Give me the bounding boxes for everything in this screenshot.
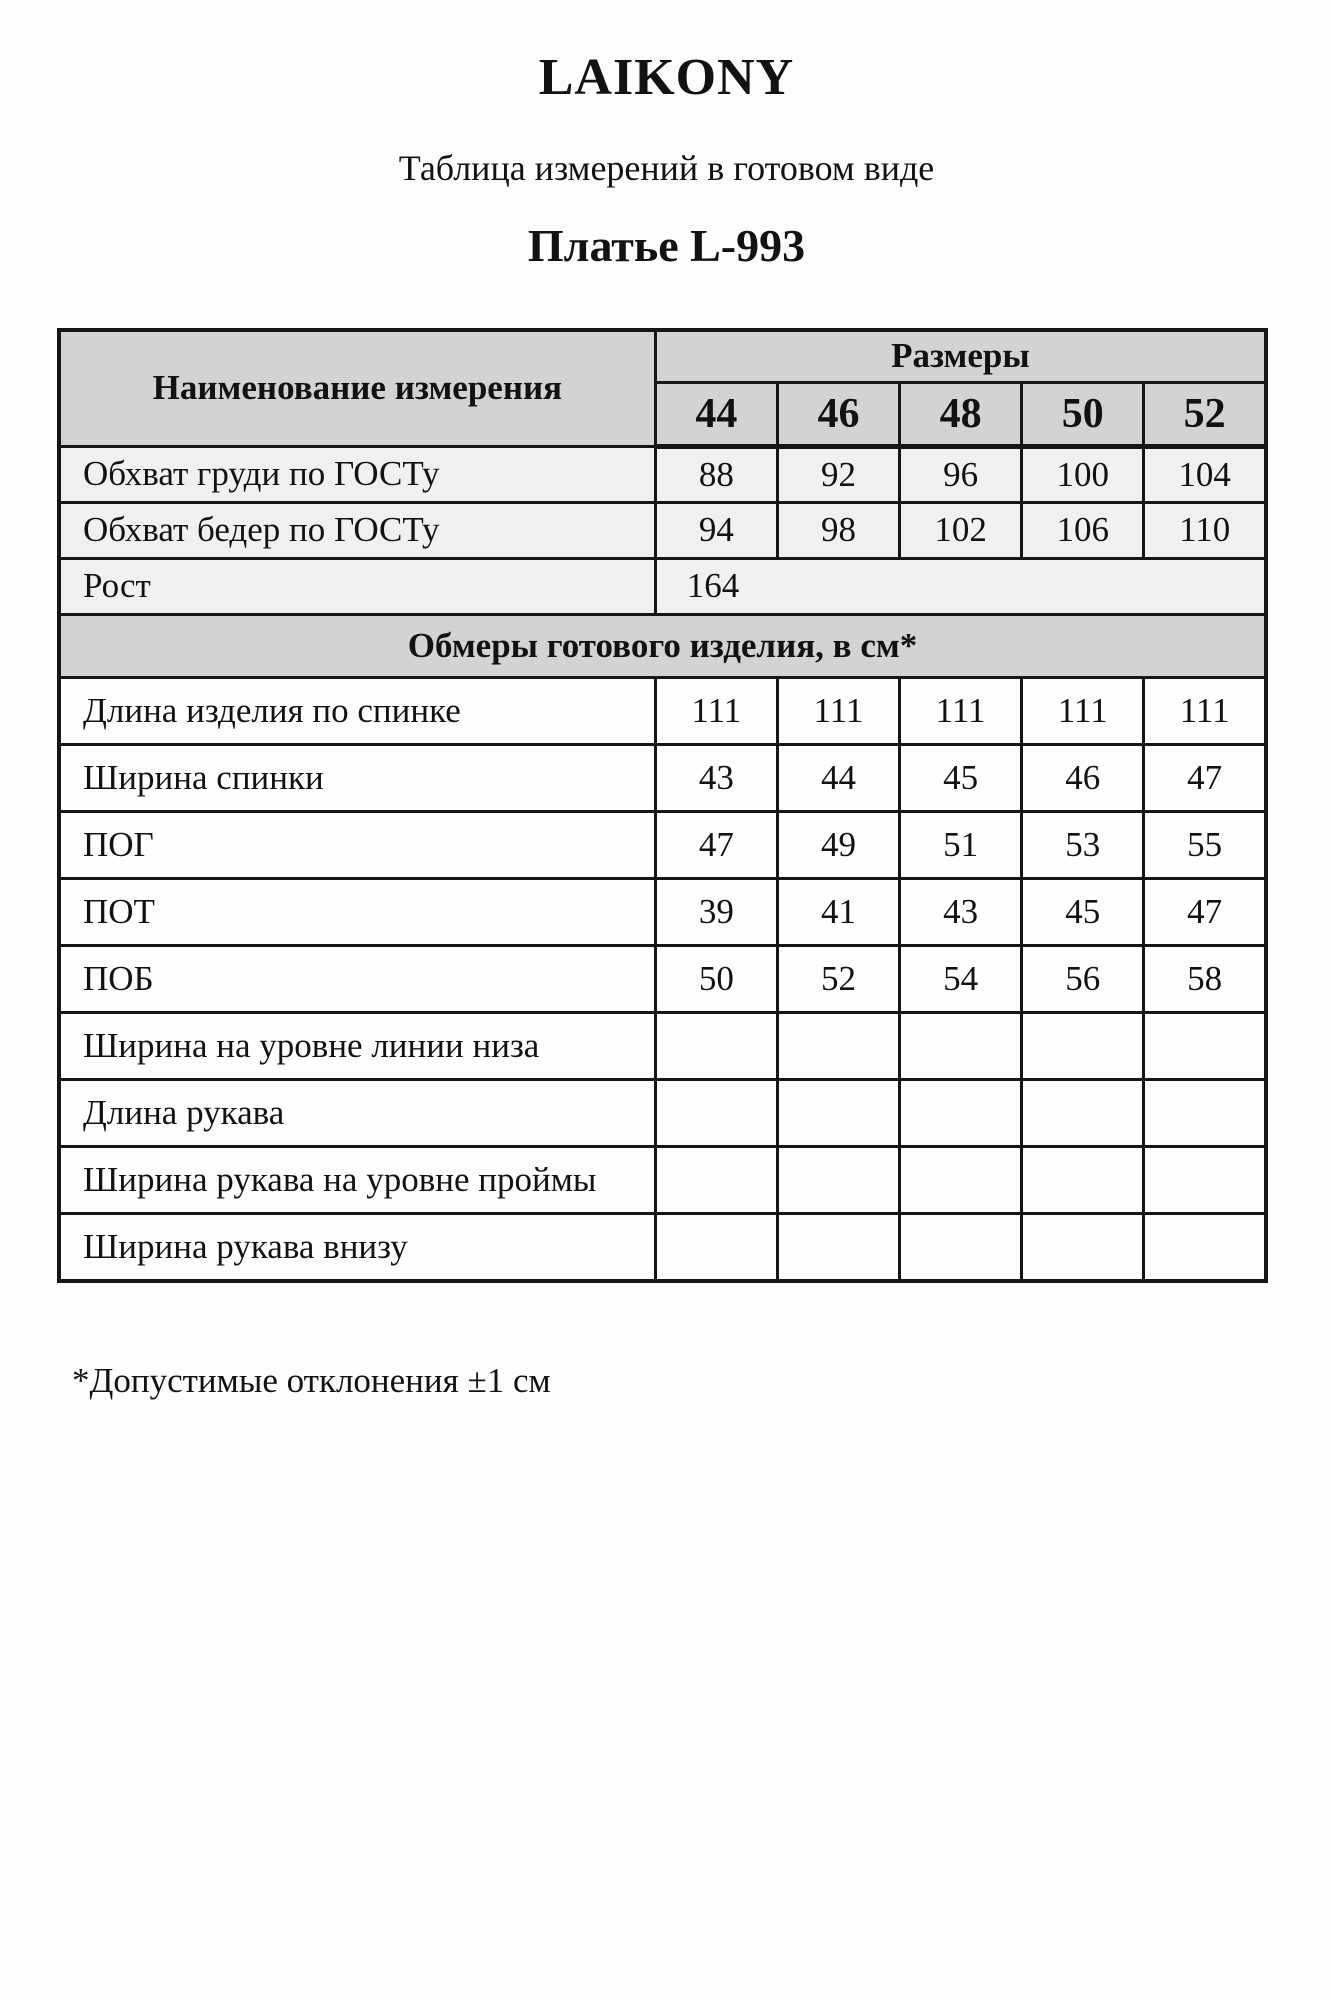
row-label: Ширина на уровне линии низа xyxy=(59,1013,655,1080)
table-row xyxy=(59,1080,1266,1147)
table-row xyxy=(59,1013,1266,1080)
cell-value xyxy=(777,1214,899,1282)
row-label: Длина рукава xyxy=(59,1080,655,1147)
document-subtitle: Таблица измерений в готовом виде xyxy=(398,148,935,188)
row-label: ПОБ xyxy=(59,946,655,1013)
table-row-rost xyxy=(59,559,1266,615)
size-header: 46 xyxy=(777,383,899,447)
cell-value: 111 xyxy=(777,678,899,745)
row-label: Рост xyxy=(59,559,655,615)
cell-value xyxy=(900,1013,1022,1080)
cell-value: 98 xyxy=(777,503,899,559)
size-header: 52 xyxy=(1144,383,1266,447)
cell-value: 111 xyxy=(655,678,777,745)
rost-value-cell: 164 xyxy=(655,559,1266,615)
cell-value: 41 xyxy=(777,879,899,946)
cell-value: 52 xyxy=(777,946,899,1013)
cell-value xyxy=(777,1013,899,1080)
cell-value: 47 xyxy=(655,812,777,879)
cell-value xyxy=(900,1214,1022,1282)
cell-value xyxy=(900,1080,1022,1147)
header-row-sizes-title xyxy=(59,330,1266,383)
cell-value: 50 xyxy=(655,946,777,1013)
cell-value: 45 xyxy=(900,745,1022,812)
cell-value: 51 xyxy=(900,812,1022,879)
section-header: Обмеры готового изделия, в см* xyxy=(59,615,1266,678)
cell-value: 100 xyxy=(1022,447,1144,503)
measurements-table xyxy=(57,328,1268,1283)
cell-value: 54 xyxy=(900,946,1022,1013)
cell-value: 44 xyxy=(777,745,899,812)
table-row xyxy=(59,879,1266,946)
cell-value: 96 xyxy=(900,447,1022,503)
cell-value: 92 xyxy=(777,447,899,503)
cell-value: 111 xyxy=(1144,678,1266,745)
cell-value: 39 xyxy=(655,879,777,946)
table-row xyxy=(59,678,1266,745)
row-label: ПОГ xyxy=(59,812,655,879)
cell-value: 46 xyxy=(1022,745,1144,812)
cell-value xyxy=(1022,1080,1144,1147)
sizes-group-header: Размеры xyxy=(655,330,1266,383)
cell-value xyxy=(777,1147,899,1214)
cell-value: 49 xyxy=(777,812,899,879)
cell-value xyxy=(1144,1214,1266,1282)
cell-value xyxy=(1144,1013,1266,1080)
cell-value: 43 xyxy=(900,879,1022,946)
cell-value xyxy=(1022,1147,1144,1214)
cell-value xyxy=(900,1147,1022,1214)
cell-value: 111 xyxy=(900,678,1022,745)
cell-value: 102 xyxy=(900,503,1022,559)
product-title: Платье L-993 xyxy=(527,220,806,271)
cell-value xyxy=(655,1080,777,1147)
size-header: 48 xyxy=(900,383,1022,447)
cell-value: 106 xyxy=(1022,503,1144,559)
cell-value: 45 xyxy=(1022,879,1144,946)
cell-value: 53 xyxy=(1022,812,1144,879)
row-label: ПОТ xyxy=(59,879,655,946)
size-header: 44 xyxy=(655,383,777,447)
table-row xyxy=(59,1214,1266,1282)
cell-value xyxy=(655,1013,777,1080)
table-row xyxy=(59,503,1266,559)
cell-value: 88 xyxy=(655,447,777,503)
table-row xyxy=(59,812,1266,879)
cell-value: 110 xyxy=(1144,503,1266,559)
table-row xyxy=(59,946,1266,1013)
row-label: Обхват груди по ГОСТу xyxy=(59,447,655,503)
section-header-row xyxy=(59,615,1266,678)
brand-title: LAIKONY xyxy=(538,49,795,106)
cell-value xyxy=(655,1214,777,1282)
cell-value: 111 xyxy=(1022,678,1144,745)
table-row xyxy=(59,447,1266,503)
cell-value: 104 xyxy=(1144,447,1266,503)
size-header: 50 xyxy=(1022,383,1144,447)
cell-value xyxy=(655,1147,777,1214)
cell-value: 58 xyxy=(1144,946,1266,1013)
table-row xyxy=(59,745,1266,812)
cell-value: 47 xyxy=(1144,879,1266,946)
cell-value xyxy=(1144,1080,1266,1147)
cell-value xyxy=(1022,1013,1144,1080)
row-label: Обхват бедер по ГОСТу xyxy=(59,503,655,559)
cell-value: 43 xyxy=(655,745,777,812)
row-label: Ширина рукава внизу xyxy=(59,1214,655,1282)
table-row xyxy=(59,1147,1266,1214)
name-column-header: Наименование измерения xyxy=(59,330,655,447)
cell-value: 55 xyxy=(1144,812,1266,879)
cell-value: 94 xyxy=(655,503,777,559)
cell-value xyxy=(1144,1147,1266,1214)
tolerance-footnote: *Допустимые отклонения ±1 см xyxy=(72,1361,551,1400)
cell-value xyxy=(1022,1214,1144,1282)
cell-value xyxy=(777,1080,899,1147)
row-label: Ширина рукава на уровне проймы xyxy=(59,1147,655,1214)
row-label: Длина изделия по спинке xyxy=(59,678,655,745)
cell-value: 56 xyxy=(1022,946,1144,1013)
row-label: Ширина спинки xyxy=(59,745,655,812)
cell-value: 47 xyxy=(1144,745,1266,812)
